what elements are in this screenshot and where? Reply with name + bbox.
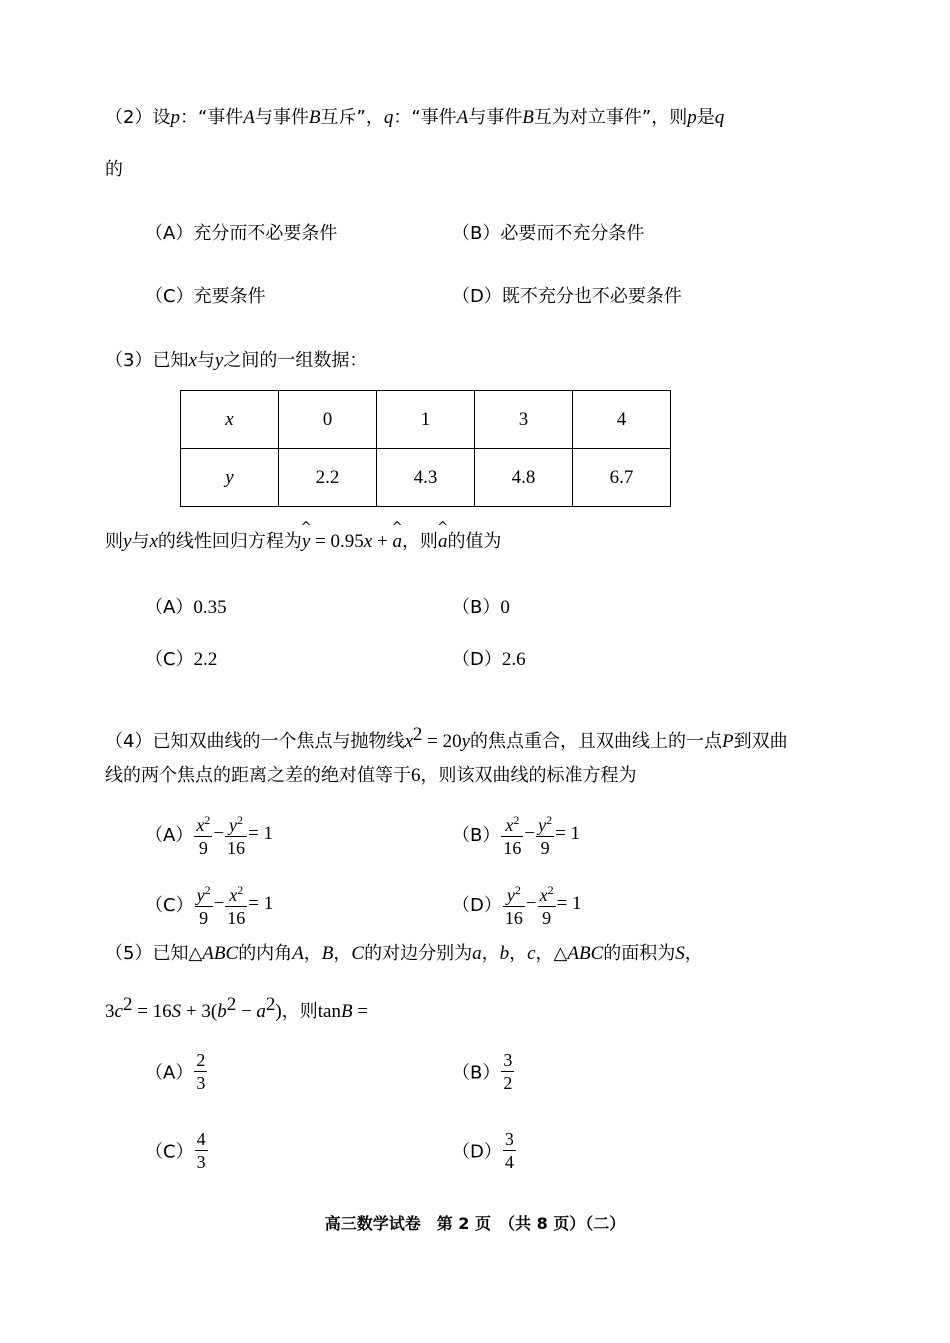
q3-option-a: （A）0.35 (145, 597, 227, 618)
q5-stem-line2: $3c^2 = 16S + 3(b^2 - a^2)$，则tanB = (105, 994, 369, 1022)
q4-option-c: （C） $\frac{y^2}{9}$ − $\frac{x^2}{16}$ = 1 (145, 880, 273, 928)
q3-regression-line: 则y与x的线性回归方程为 ^ y = 0.95x + ^ a，则 ^ a的值为 (105, 520, 502, 552)
q3-option-b: （B）0 (452, 597, 510, 618)
table-cell: 4.8 (475, 449, 573, 507)
q5-option-a: （A） $\frac{2}{3}$ (145, 1050, 206, 1093)
q4-option-a: （A） $\frac{x^2}{9}$ − $\frac{y^2}{16}$ = 1 (145, 810, 273, 858)
q5-option-c: （C） $\frac{4}{3}$ (145, 1129, 206, 1172)
q3-option-d: （D）2.6 (452, 649, 526, 670)
table-cell: 6.7 (573, 449, 671, 507)
table-cell: 4 (573, 391, 671, 449)
q2-stem-line1: （2）设p：“事件A与事件B互斥”，q：“事件A与事件B互为对立事件”，则p是q (105, 107, 725, 128)
table-cell: 3 (475, 391, 573, 449)
table-row (181, 449, 671, 507)
q4-stem-line1: （4）已知双曲线的一个焦点与抛物线$x^2 = 20y$的焦点重合，且双曲线上的一点P到双曲 (105, 724, 788, 752)
table-header-x: x (181, 391, 279, 449)
q5-option-d: （D） $\frac{3}{4}$ (452, 1129, 514, 1172)
q4-stem-line2: 线的两个焦点的距离之差的绝对值等于6，则该双曲线的标准方程为 (105, 765, 637, 786)
q5-stem-line1: （5）已知△ABC的内角A，B，C的对边分别为a，b，c，△ABC的面积为S， (105, 943, 703, 964)
q4-option-d: （D） $\frac{y^2}{16}$ − $\frac{x^2}{9}$ = 1 (452, 880, 582, 928)
table-row (181, 391, 671, 449)
q3-stem: （3）已知x与y之间的一组数据： (105, 350, 368, 371)
table-cell: 1 (377, 391, 475, 449)
q2-stem-line2: 的 (105, 159, 123, 180)
table-cell: 2.2 (279, 449, 377, 507)
table-cell: 0 (279, 391, 377, 449)
q4-option-b: （B） $\frac{x^2}{16}$ − $\frac{y^2}{9}$ = 1 (452, 810, 580, 858)
q2-option-d: （D）既不充分也不必要条件 (452, 286, 682, 307)
table-header-y: y (181, 449, 279, 507)
q2-option-a: （A）充分而不必要条件 (145, 223, 338, 244)
data-table (180, 390, 671, 507)
table-cell: 4.3 (377, 449, 475, 507)
page-footer: 高三数学试卷 第 2 页 （共 8 页）（二） (324, 1214, 626, 1233)
q5-option-b: （B） $\frac{3}{2}$ (452, 1050, 513, 1093)
q3-option-c: （C）2.2 (145, 649, 218, 670)
q2-option-c: （C）充要条件 (145, 286, 266, 307)
q2-option-b: （B）必要而不充分条件 (452, 223, 645, 244)
